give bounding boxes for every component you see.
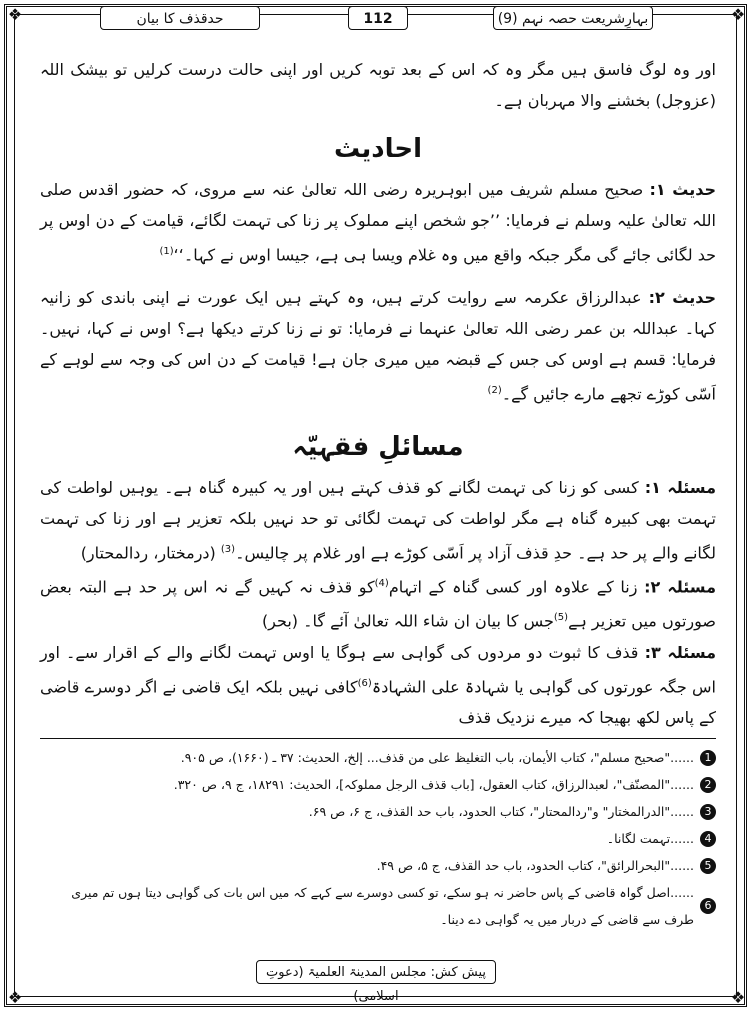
- masala-text: کافی نہیں بلکہ ایک قاضی نے اگر دوسرے قاضی کے پاس لکھ بھیجا کہ میرے نزدیک قذف: [40, 676, 716, 727]
- corner-ornament-icon: ❖: [730, 988, 746, 1007]
- footnote-text: ......"المصنّف"، لعبدالرزاق، کتاب العقول، [باب قذف الرجل مملوکہ]، الحدیث: ۱۸۲۹۱، ج ۹، ص ۳۲۰.: [173, 777, 694, 792]
- publisher-footer: پیش کش: مجلس المدینۃ العلمیۃ (دعوتِ اسلامی): [256, 960, 496, 984]
- footnote: [40, 744, 716, 771]
- footnote-ref: (1): [159, 246, 174, 257]
- footnote-number: 3: [700, 804, 716, 820]
- footnote-ref: (4): [374, 577, 389, 589]
- masala-label: مسئلہ ۱:: [644, 477, 716, 497]
- book-title: بہارِشریعت حصہ نہم (9): [493, 6, 653, 30]
- footnote: [40, 852, 716, 879]
- page-header: [100, 6, 653, 32]
- chapter-title: حدقذف کا بیان: [100, 6, 260, 30]
- footnote-number: 5: [700, 858, 716, 874]
- footnote: [40, 771, 716, 798]
- footnote-separator: [40, 738, 716, 739]
- corner-ornament-icon: ❖: [7, 5, 23, 24]
- hadith-2: [40, 282, 716, 409]
- corner-ornament-icon: ❖: [7, 988, 23, 1007]
- masala-label: مسئلہ ۲:: [644, 577, 716, 597]
- masala-2: [40, 568, 716, 637]
- masala-3: [40, 637, 716, 733]
- footnote: [40, 879, 716, 933]
- footnote-text: ......تہمت لگانا۔: [606, 831, 694, 846]
- masala-text: قذف کا ثبوت دو مردوں کی گواہی سے ہوگا یا اوس تہمت لگانے والے کے اقرار سے۔ اور اس جگہ عورتوں کی گواہی یا شہادۃ علی الشہادۃ: [40, 642, 716, 696]
- footnote-ref: (5): [553, 612, 569, 624]
- source-ref: (درمختار، ردالمحتار): [80, 542, 216, 562]
- masala-text: کسی کو زنا کی تہمت لگانے کو قذف کہتے ہیں اور یہ کبیرہ گناہ ہے۔ یوہیں لواطت کی تہمت بھی کبیرہ گناہ ہے مگر لواطت کی تہمت لگائی تو حد نہیں بلکہ تعزیر ہے اور زنا کی تہمت لگانے والے پر حد ہے۔ حدِ قذف آزاد پر اَسّی کوڑے ہے اور غلام پر چالیس۔: [40, 477, 716, 562]
- masala-label: مسئلہ ۳:: [644, 642, 717, 662]
- footnote-ref: (2): [487, 385, 502, 397]
- masala-text: جس کا بیان ان شاء اللہ تعالیٰ آئے گا۔: [303, 611, 554, 631]
- footnote-ref: (3): [220, 543, 236, 555]
- footnote: [40, 825, 716, 852]
- footnotes: [40, 744, 716, 933]
- hadith-label: حدیث ۲:: [648, 288, 716, 308]
- main-text: [40, 54, 716, 733]
- hadith-text: عبدالرزاق عکرمہ سے روایت کرتے ہیں، وہ کہتے ہیں ایک عورت نے اپنی باندی کو زانیہ کہا۔ عبداللہ بن عمر رضی اللہ تعالیٰ عنہما نے فرمایا: تو نے زنا کرتے دیکھا ہے؟ اوس نے کہا، نہیں۔ فرمایا: قسم ہے اوس کی جس کے قبضہ میں میری جان ہے! قیامت کے دن اس کی وجہ سے لوہے کے اَسّی کوڑے تجھے مارے جائیں گے۔: [40, 288, 716, 404]
- hadith-label: حدیث ۱:: [649, 180, 716, 199]
- footnote-number: 6: [700, 898, 716, 914]
- source-ref: (بحر): [261, 611, 299, 631]
- footnote: [40, 798, 716, 825]
- hadith-text: صحیح مسلم شریف میں ابوہریرہ رضی اللہ تعالیٰ عنہ سے مروی، کہ حضور اقدس صلی اللہ تعالیٰ علیہ وسلم نے فرمایا: ’’جو شخص اپنے مملوک پر زنا کی تہمت لگائے، قیامت کے دن اوس پر حد لگائی جائے گی مگر جبکہ واقع میں وہ غلام ویسا ہی ہے، جیسا اوس نے کہا۔‘‘: [40, 180, 716, 265]
- corner-ornament-icon: ❖: [730, 5, 746, 24]
- page-number: 112: [348, 6, 408, 30]
- footnote-text: ......"صحیح مسلم"، کتاب الأیمان، باب التغلیظ علی من قذف... إلخ، الحدیث: ۳۷ ـ (۱۶۶۰)، ص ۹۰۵.: [180, 750, 694, 765]
- footnote-number: 4: [700, 831, 716, 847]
- footnote-text: ......"البحرالرائق"، کتاب الحدود، باب حد القذف، ج ۵، ص ۴۹.: [376, 858, 694, 873]
- footnote-ref: (6): [357, 677, 372, 689]
- masala-text: کو قذف نہ کہیں گے نہ اس پر حد ہے البتہ بعض صورتوں میں تعزیر ہے: [40, 577, 716, 631]
- footnote-number: 1: [700, 750, 716, 766]
- hadith-1: [40, 174, 716, 270]
- footnote-text: ......"الدرالمختار" و"ردالمحتار"، کتاب الحدود، باب حد القذف، ج ۶، ص ۶۹.: [308, 804, 694, 819]
- footnote-text: ......اصل گواہ قاضی کے پاس حاضر نہ ہو سکے، تو کسی دوسرے سے کہے کہ میں اس بات کی گواہی دیتا ہوں تم میری طرف سے قاضی کے دربار میں یہ گواہی دے دینا۔: [71, 885, 694, 927]
- masala-text: زنا کے علاوہ اور کسی گناہ کے اتہام: [388, 577, 638, 597]
- section-heading-masail: مسائلِ فقہیّہ: [292, 431, 464, 462]
- section-heading-ahadith: احادیث: [333, 134, 423, 164]
- masala-1: [40, 472, 716, 568]
- footnote-number: 2: [700, 777, 716, 793]
- intro-paragraph: اور وہ لوگ فاسق ہیں مگر وہ کہ اس کے بعد توبہ کریں اور اپنی حالت درست کرلیں تو بیشک اللہ (عزوجل) بخشنے والا مہربان ہے۔: [40, 60, 716, 110]
